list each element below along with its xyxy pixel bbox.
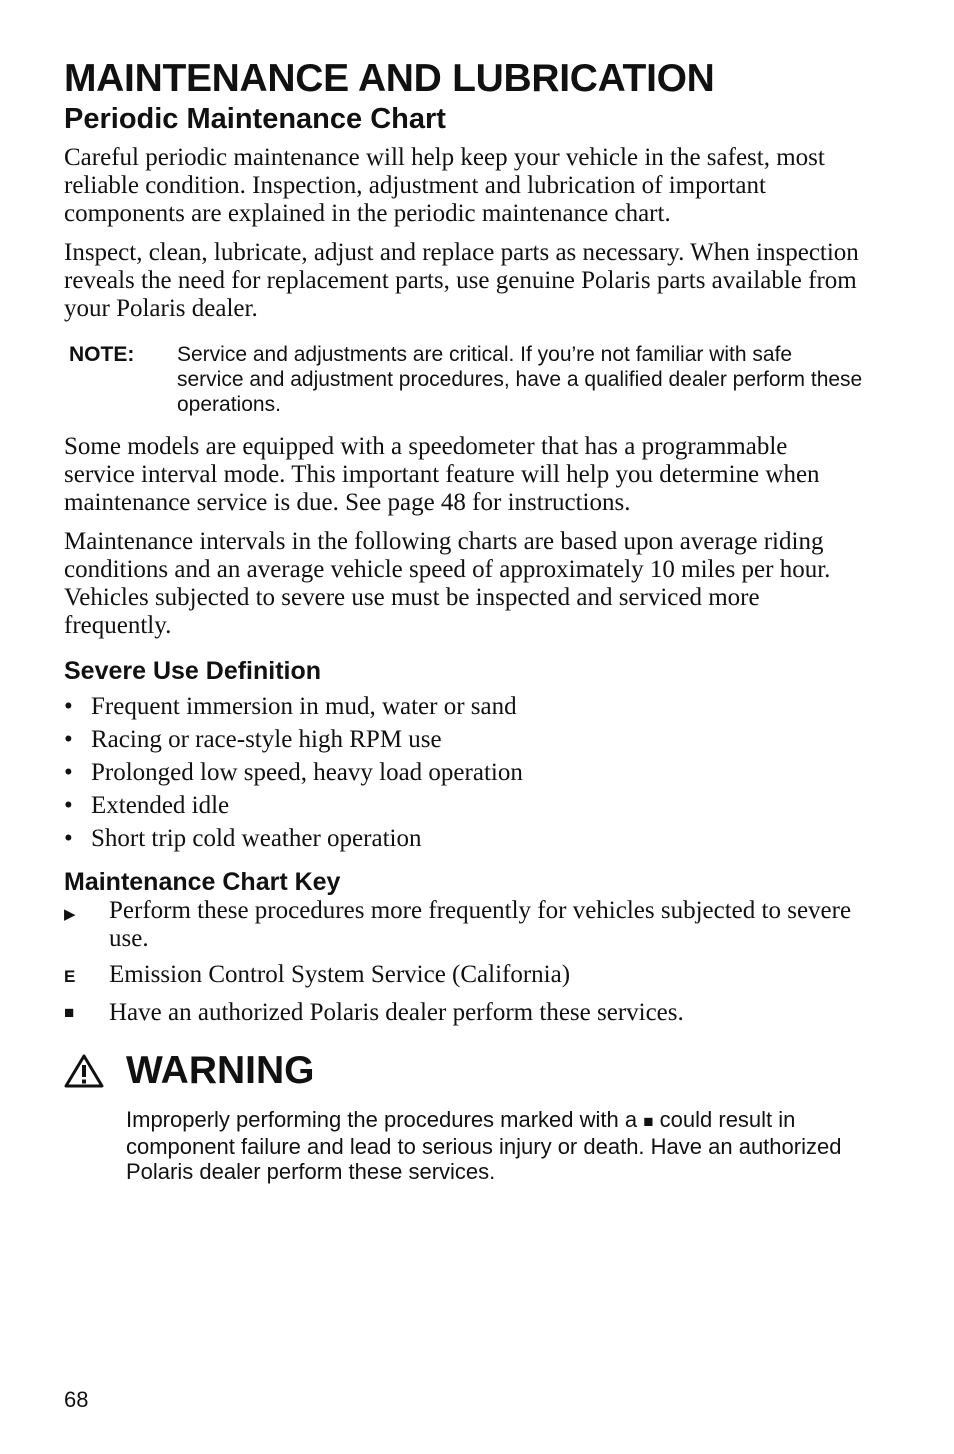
list-item: • Frequent immersion in mud, water or sand	[64, 690, 864, 723]
key-item-emission	[64, 961, 864, 991]
paragraph-inspect: Inspect, clean, lubricate, adjust and replace parts as necessary. When inspection reveals the need for replacement parts, use genuine Polaris parts available from your Polaris dealer.	[64, 239, 859, 322]
key-text: Perform these procedures more frequently for vehicles subjected to severe use.	[109, 897, 852, 952]
list-item: • Racing or race-style high RPM use	[64, 723, 864, 756]
black-square-icon: ■	[64, 1003, 75, 1022]
black-square-icon: ■	[643, 1112, 654, 1131]
paragraph-speedometer: Some models are equipped with a speedometer that has a programmable service interval mode. This important feature will help you determine when maintenance service is due. See page 48 for instructions.	[64, 433, 820, 516]
note-label: NOTE:	[69, 343, 135, 366]
bullet-icon: •	[64, 792, 73, 819]
severe-use-list	[64, 690, 864, 855]
key-text: Emission Control System Service (California)	[109, 961, 571, 988]
page-content	[64, 56, 864, 1184]
paragraph-intervals: Maintenance intervals in the following charts are based upon average riding conditions and an average vehicle speed of approximately 10 miles per hour. Vehicles subjected to severe use must be inspected and serviced more frequently.	[64, 528, 831, 639]
page-title: MAINTENANCE AND LUBRICATION	[64, 57, 715, 100]
bullet-icon: •	[64, 693, 73, 720]
triangle-right-icon: ▶	[64, 906, 76, 923]
paragraph-intro: Careful periodic maintenance will help keep your vehicle in the safest, most reliable condition. Inspection, adjustment and lubrication of important components are explained in the periodic maintenance chart.	[64, 144, 825, 227]
note-text: Service and adjustments are critical. If you’re not familiar with safe service and adjustment procedures, have a qualified dealer perform these operations.	[177, 343, 863, 416]
warning-triangle-icon	[64, 1054, 104, 1088]
warning-text: Improperly performing the procedures marked with a ■ could result in component failure and lead to serious injury or death. Have an authorized Polaris dealer perform these services.	[126, 1107, 842, 1184]
list-item: • Extended idle	[64, 789, 864, 822]
warning-title: WARNING	[126, 1049, 315, 1092]
key-text: Have an authorized Polaris dealer perform these services.	[109, 999, 684, 1026]
list-item: • Short trip cold weather operation	[64, 822, 864, 855]
key-item-dealer	[64, 999, 864, 1027]
key-item-severe	[64, 897, 864, 953]
note-block	[64, 342, 864, 417]
letter-e-icon: E	[64, 967, 76, 986]
page-number: 68	[64, 1387, 89, 1412]
warning-header	[64, 1049, 864, 1093]
bullet-icon: •	[64, 759, 73, 786]
bullet-icon: •	[64, 726, 73, 753]
section-title: Periodic Maintenance Chart	[64, 103, 446, 135]
severe-use-heading: Severe Use Definition	[64, 657, 322, 685]
chart-key-heading: Maintenance Chart Key	[64, 868, 341, 896]
list-item: • Prolonged low speed, heavy load operation	[64, 756, 864, 789]
bullet-icon: •	[64, 825, 73, 852]
chart-key-list	[64, 897, 864, 1027]
